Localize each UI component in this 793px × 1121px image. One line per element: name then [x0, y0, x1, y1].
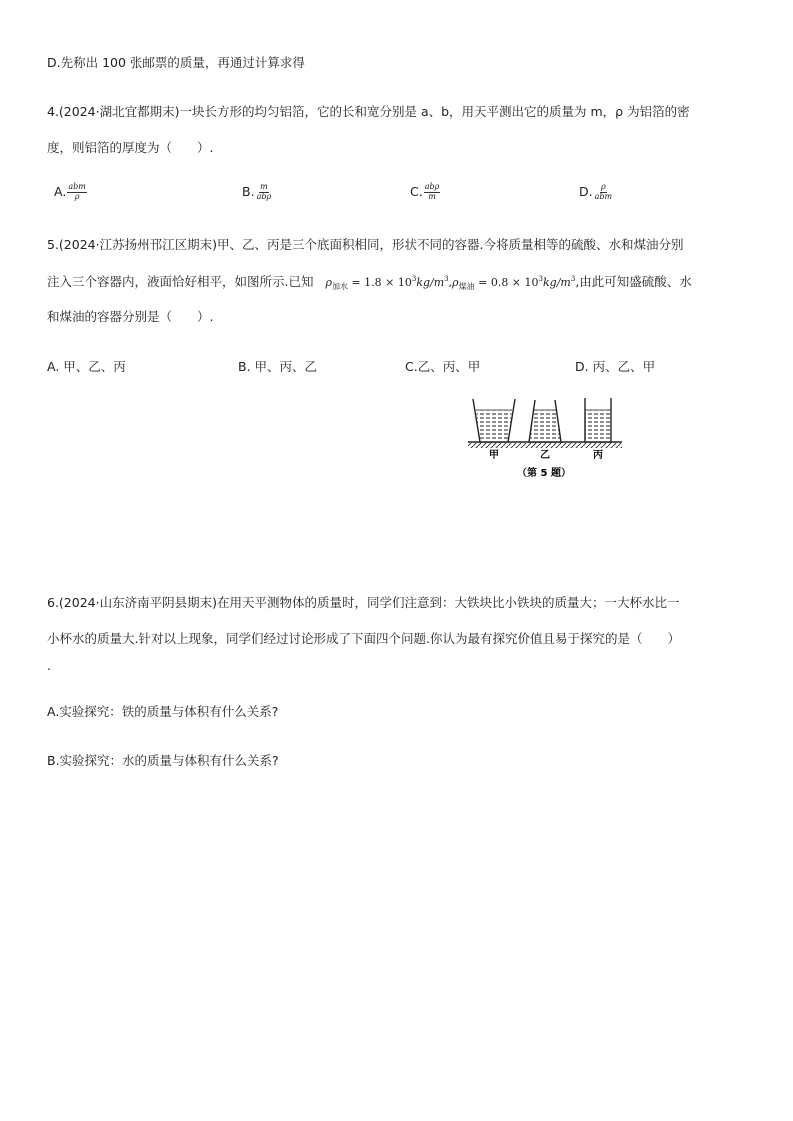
option-label: A. — [54, 183, 67, 199]
q5-option-a: A. 甲、乙、丙 — [47, 359, 126, 374]
fraction: $\frac{\text{abm}}{\rho}$ — [68, 182, 86, 201]
q5-stem-line3: 和煤油的容器分别是（ ）. — [47, 309, 214, 324]
option-label: B. — [242, 183, 255, 199]
q6-option-b: B.实验探究：水的质量与体积有什么关系? — [47, 753, 279, 768]
container-yi — [529, 400, 561, 442]
q4-option-b — [242, 183, 272, 202]
option-label: D. — [579, 183, 593, 199]
q4-option-d — [579, 183, 613, 202]
q4-option-c — [410, 183, 440, 202]
density-formula: $\rho_{加水} = 1.8 \times 10^3kg/m^3,\rho_{煤油} = 0.8 \times 10^3kg/m^3$ — [325, 275, 576, 291]
option-label: C. — [410, 183, 423, 199]
q4-stem-line2: 度，则铝箔的厚度为（ ）. — [47, 140, 214, 155]
label-yi: 乙 — [540, 450, 550, 461]
fraction: $\frac{\rho}{\text{abm}}$ — [594, 182, 613, 201]
fraction: $\frac{m}{\text{abρ}}$ — [256, 182, 272, 201]
q5-stem-line2: 注入三个容器内，液面恰好相平，如图所示.已知 $\rho_{加水} = 1.8 \times 10^3kg/m^3,\rho_{煤油} = 0.8 \times 10^3kg/m^3$,由此可知盛硫酸、水 — [47, 274, 692, 291]
q3-option-d: D.先称出 100 张邮票的质量，再通过计算求得 — [47, 55, 305, 70]
q5-option-c: C.乙、丙、甲 — [405, 359, 481, 374]
q5-option-b: B. 甲、丙、乙 — [238, 359, 318, 374]
container-bing — [585, 398, 611, 442]
q4-option-a — [54, 183, 87, 202]
q6-stem-line3: . — [47, 658, 51, 673]
figure-caption: （第 5 题） — [517, 468, 571, 479]
q5-option-d: D. 丙、乙、甲 — [575, 359, 656, 374]
q6-stem-line2: 小杯水的质量大.针对以上现象，同学们经过讨论形成了下面四个问题.你认为最有探究价值且易于探究的是（ ） — [47, 631, 680, 646]
fraction: $\frac{\text{abρ}}{m}$ — [424, 182, 440, 201]
q5-stem-line1: 5.(2024·江苏扬州邗江区期末)甲、乙、丙是三个底面积相同，形状不同的容器.今将质量相等的硫酸、水和煤油分别 — [47, 237, 684, 252]
q5-container-figure — [468, 396, 628, 486]
q4-stem-line1: 4.(2024·湖北宜都期末)一块长方形的均匀铝箔，它的长和宽分别是 a、b，用天平测出它的质量为 m，ρ 为铝箔的密 — [47, 104, 690, 119]
q6-option-a: A.实验探究：铁的质量与体积有什么关系? — [47, 704, 279, 719]
q6-stem-line1: 6.(2024·山东济南平阴县期末)在用天平测物体的质量时，同学们注意到：大铁块比小铁块的质量大；一大杯水比一 — [47, 595, 680, 610]
label-bing: 丙 — [593, 450, 603, 461]
label-jia: 甲 — [489, 450, 499, 461]
container-jia — [473, 399, 515, 442]
